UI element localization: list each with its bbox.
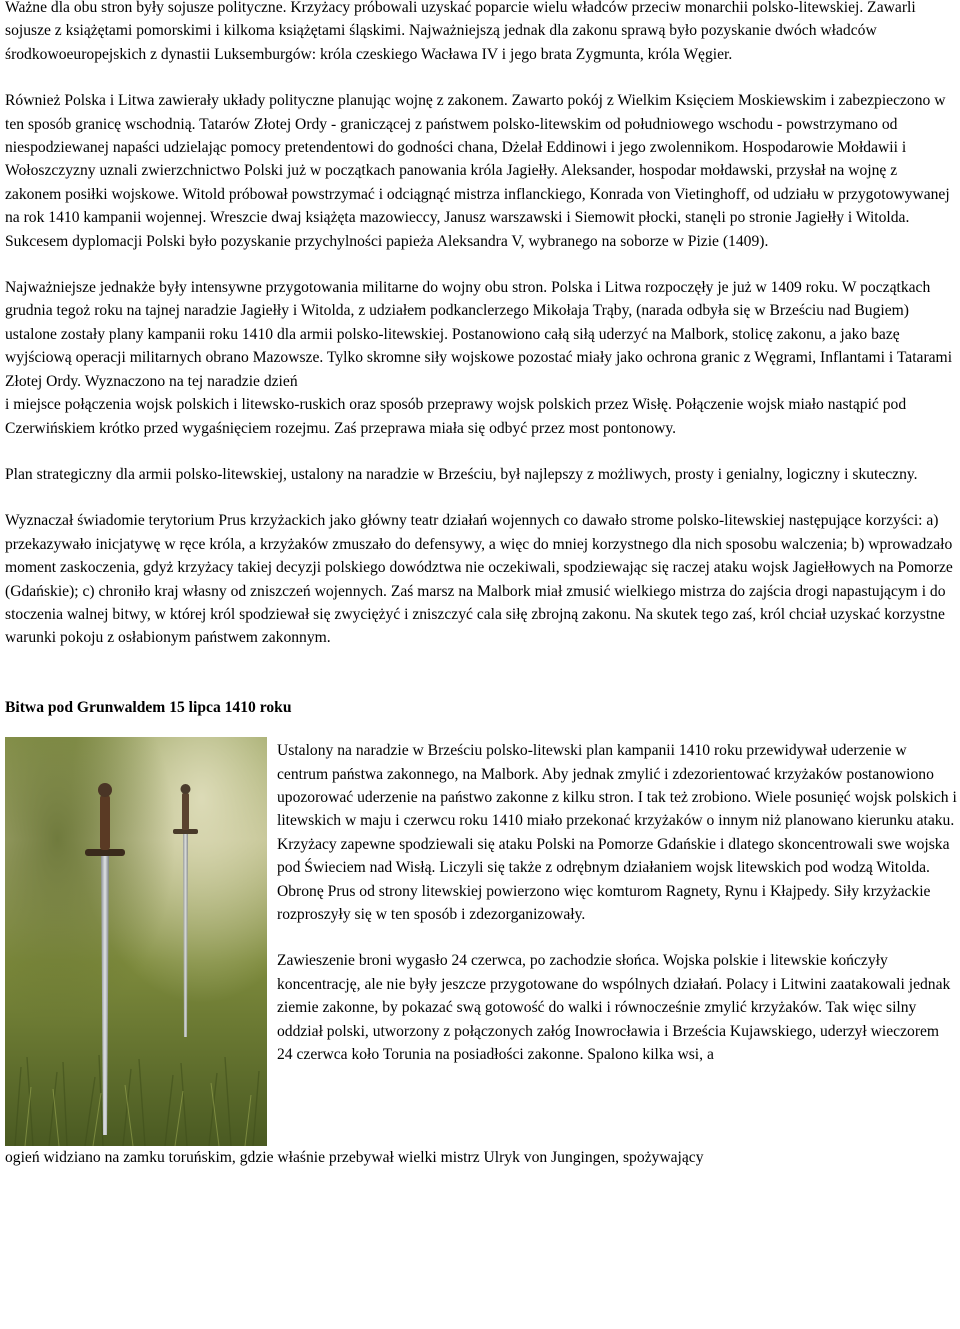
paragraph-campaign-plan: Ustalony na naradzie w Brześciu polsko-litewski plan kampanii 1410 roku przewidywał uderzenie w centrum państwa zakonnego, na Malbork. Aby jednak zmylić i zdezorientować krzyżaków postanowiono upozorować uderzenie na państwo zakonne z kilku stron. I tak też zrobiono. Wiele posunięć wojsk polskich i litewskich w maju i czerwcu roku 1410 miało przekonać krzyżaków o innym niż planowano kierunku ataku. Krzyżacy zapewne spodziewali się ataku Polski na Pomorze Gdańskie i dlatego skoncentrowali swe wojska pod Świeciem nad Wisłą. Liczyli się także z odrębnym działaniem wojsk litewskich pod wodzą Witolda. Obronę Prus od strony litewskiej powierzono więc komturom Ragnety, Rynu i Kłajpedy. Siły krzyżackie rozproszyły się w ten sposób i zdezorganizowały. [277, 742, 957, 923]
swords-photo [5, 737, 267, 1146]
figure-text [277, 739, 957, 1066]
document-page [5, 0, 957, 1170]
paragraph-polish-lithuanian-treaties: Również Polska i Litwa zawierały układy polityczne planując wojnę z zakonem. Zawarto pokój z Wielkim Księciem Moskiewskim i zabezpieczono w ten sposób granicę wschodnią. Tatarów Złotej Ordy - graniczącej z państwem polsko-litewskim od południowego wschodu - powstrzymano od niespodziewanej napaści udzielając pomocy pretendentowi do godności chana, Dżelał Eddinowi i jego zwolennikom. Hospodarowie Mołdawii i Wołoszczyzny uznali zwierzchnictwo Polski już w początkach panowania króla Jagiełły. Aleksander, hospodar mołdawski, przysłał na wojnę z zakonem posiłki wojskowe. Witold próbował powstrzymać i odciągnąć mistrza inflanckiego, Konrada von Vietinghoff, od udziału w przygotowywanej na rok 1410 kampanii wojennej. Wreszcie dwaj książęta mazowieccy, Janusz warszawski i Siemowit płocki, stanęli po stronie Jagiełły i Witolda. [5, 92, 950, 227]
section-heading: Bitwa pod Grunwaldem 15 lipca 1410 roku [5, 698, 292, 716]
paragraph-strategic-plan: Plan strategiczny dla armii polsko-litewskiej, ustalony na naradzie w Brześciu, był najlepszy z możliwych, prosty i genialny, logiczny i skuteczny. [5, 465, 918, 483]
paragraph-truce-expired: Zawieszenie broni wygasło 24 czerwca, po zachodzie słońca. Wojska polskie i litewskie kończyły koncentrację, ale nie były jeszcze przygotowane do wspólnych działań. Polacy i Litwini zaatakowali jednak ziemie zakonne, by pokazać swą gotowość do walki i równocześnie zmylić krzyżaków. Tak więc silny oddział polski, utworzony z połączonych załóg Inowrocławia i Brześcia Kujawskiego, uderzył wieczorem 24 czerwca koło Torunia na posiadłości zakonne. Spalono kilka wsi, a [277, 952, 951, 1064]
figure-section [5, 739, 957, 1066]
paragraph-military-preparations: Najważniejsze jednakże były intensywne przygotowania militarne do wojny obu stron. Polska i Litwa rozpoczęły je już w 1409 roku. W początkach grudnia tegoż roku na tajnej naradzie Jagiełły i Witolda, z udziałem podkanclerzego Mikołaja Trąby, (narada odbyła się w Brześciu nad Bugiem) ustalone zostały plany kampanii roku 1410 dla armii polsko-litewskiej. Postanowiono całą siłą uderzyć na Malbork, stolicę zakonu, a jako bazę wyjściową operacji militarnych obrano Mazowsze. Tylko skromne siły wojskowe pozostać miały jako ochrona granic z Węgrami, Inflantami i Tatarami Złotej Ordy. Wyznaczono na tej naradzie dzień [5, 279, 953, 390]
swords-illustration [5, 737, 267, 1146]
paragraph-army-junction: i miejsce połączenia wojsk polskich i litewsko-ruskich oraz sposób przeprawy wojsk polskich przez Wisłę. Połączenie wojsk miało nastąpić pod Czerwińskiem krótko przed wygaśnięciem rozejmu. Zaś przeprawa miała się odbyć przez most pontonowy. [5, 396, 907, 437]
paragraph-alliances: Ważne dla obu stron były sojusze polityczne. Krzyżacy próbowali uzyskać poparcie wielu władców przeciw monarchii polsko-litewskiej. Zawarli sojusze z książętami pomorskimi i kilkoma książętami śląskimi. Najważniejszą jednak dla zakonu sprawą było pozyskanie dwóch władców środkowoeuropejskich z dynastii Luksemburgów: króla czeskiego Wacława IV i jego brata Zygmunta, króla Węgier. [5, 0, 916, 63]
paragraph-papal-diplomacy: Sukcesem dyplomacji Polski było pozyskanie przychylności papieża Aleksandra V, wybranego na soborze w Pizie (1409). [5, 232, 769, 250]
paragraph-continuation: ogień widziano na zamku toruńskim, gdzie właśnie przebywał wielki mistrz Ulryk von Jungingen, spożywający [5, 1149, 704, 1167]
paragraph-plan-advantages: Wyznaczał świadomie terytorium Prus krzyżackich jako główny teatr działań wojennych co dawało strome polsko-litewskiej następujące korzyści: a) przekazywało inicjatywę w ręce króla, a krzyżaków zmuszało do defensywy, a więc do mniej korzystnego dla nich sposobu walczenia; b) wprowadzało moment zaskoczenia, gdyż krzyżacy takiej decyzji polskiego dowództwa nie oczekiwali, spodziewając się raczej ataku wojsk Jagiełłowych na Pomorze (Gdańskie); c) chroniło kraj własny od zniszczeń wojennych. Zaś marsz na Malbork miał zmusić wielkiego mistrza do zajścia drogi napastującym i do stoczenia walnej bitwy, w której król spodziewał się zwyciężyć i zniszczyć cala siłę zbrojną zakonu. Na skutek tego zaś, król chciał uzyskać korzystne warunki pokoju z osłabionym państwem zakonnym. [5, 512, 953, 647]
